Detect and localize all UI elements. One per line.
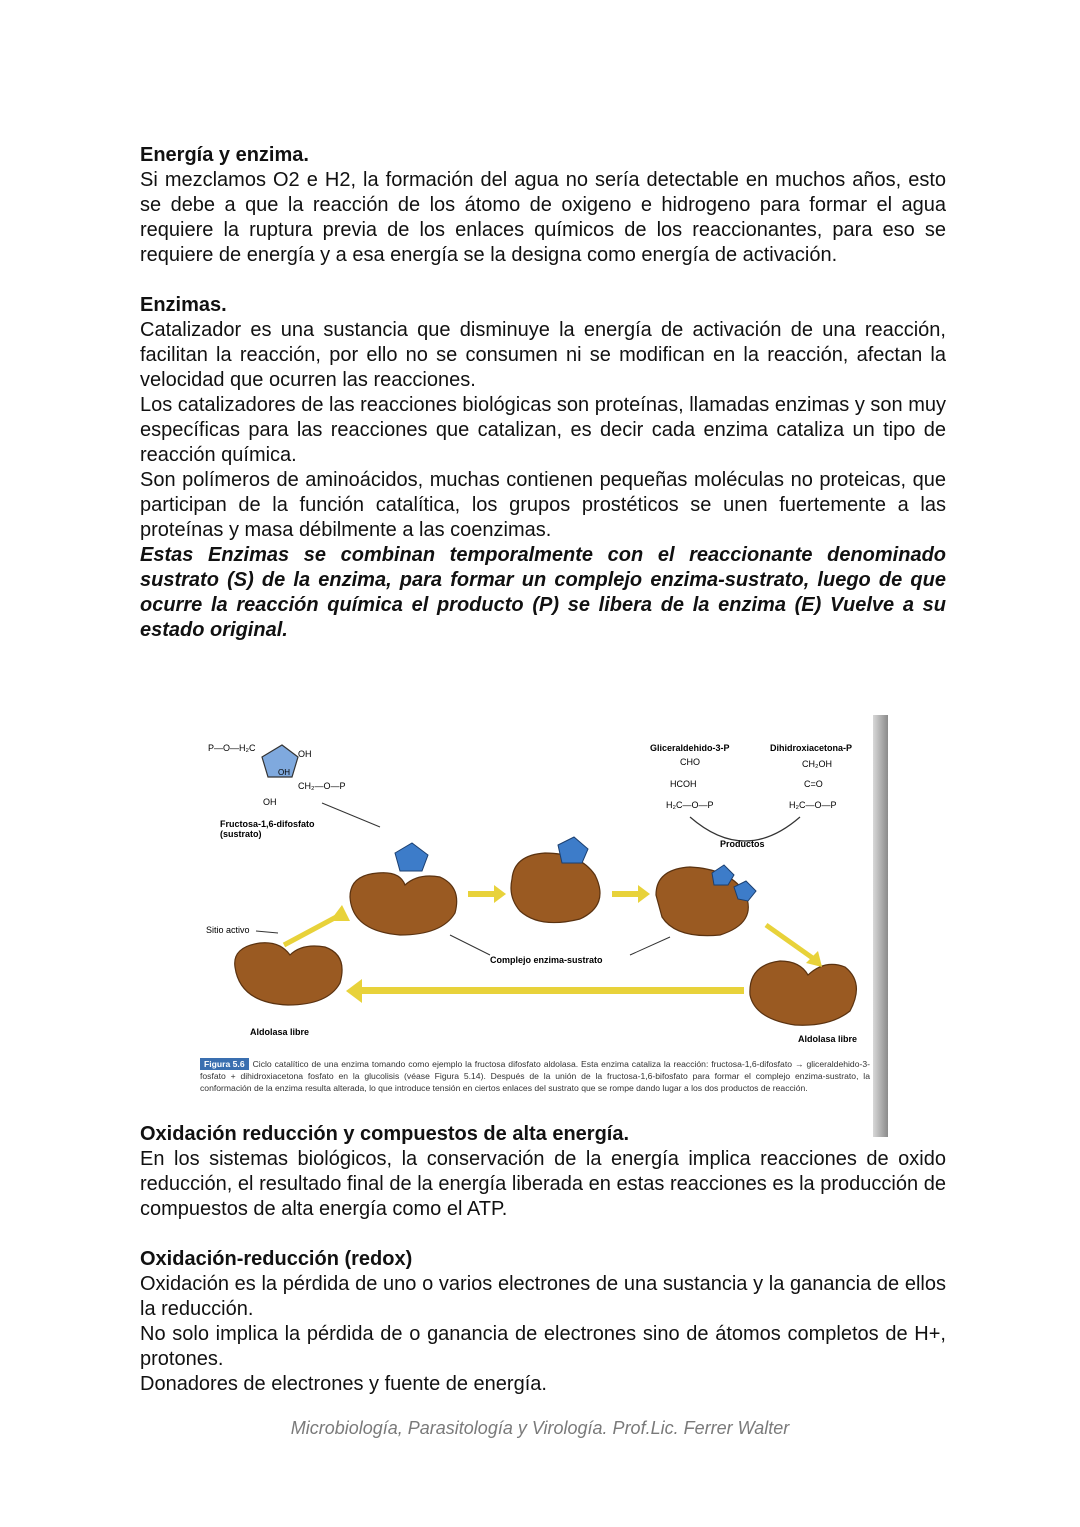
substrate-name: Fructosa-1,6-difosfato bbox=[220, 819, 315, 829]
active-site-label: Sitio activo bbox=[206, 925, 250, 935]
text-block-bottom bbox=[140, 1122, 946, 1397]
paragraph-energia: Si mezclamos O2 e H2, la formación del agua no sería detectable en muchos años, esto se debe a que la reacción de los átomo de oxigeno e hidrogeno para formar el agua requiere la ruptura previa de los enlaces químicos de los reaccionantes, para eso se requiere de energía y a esa energía se la designa como energía de activación. bbox=[140, 169, 946, 266]
arrow-bind-head bbox=[330, 905, 350, 921]
enzyme-free-left bbox=[235, 943, 342, 1005]
free-left-label: Aldolasa libre bbox=[250, 1027, 310, 1037]
arrow-step3-head bbox=[638, 885, 650, 903]
active-site-pointer bbox=[256, 931, 278, 933]
substrate-oh1: OH bbox=[298, 749, 312, 759]
substrate-note: (sustrato) bbox=[220, 829, 262, 839]
arrow-step2 bbox=[468, 891, 494, 897]
enzyme-free-right bbox=[750, 961, 857, 1025]
product1-l1: CHO bbox=[680, 757, 700, 767]
text-block-top bbox=[140, 143, 946, 643]
figure-caption bbox=[200, 1058, 870, 1094]
arrow-return-head bbox=[346, 979, 362, 1003]
products-label: Productos bbox=[720, 839, 765, 849]
complex-pointer-1 bbox=[450, 935, 490, 955]
paragraph-protones: No solo implica la pérdida de o ganancia de electrones sino de átomos completos de H+, protones. bbox=[140, 1323, 946, 1370]
product2-l2: C=O bbox=[804, 779, 823, 789]
substrate-bound-1 bbox=[395, 843, 428, 871]
paragraph-catalizador: Catalizador es una sustancia que disminuye la energía de activación de una reacción, facilitan la reacción, por ello no se consumen ni se modifican en la reacción, afectan la velocidad que ocurren las reacciones. bbox=[140, 319, 946, 391]
arrow-step3 bbox=[612, 891, 638, 897]
substrate-ch2: CH₂—O—P bbox=[298, 781, 346, 791]
heading-enzimas: Enzimas. bbox=[140, 294, 227, 316]
paragraph-sistemas-biologicos: En los sistemas biológicos, la conservación de la energía implica reacciones de oxido reducción, el resultado final de la energía liberada en estas reacciones es la producción de compuestos de alta energía como el ATP. bbox=[140, 1148, 946, 1220]
product2-name: Dihidroxiacetona-P bbox=[770, 743, 853, 753]
complex-pointer-2 bbox=[630, 937, 670, 955]
free-right-label: Aldolasa libre bbox=[798, 1034, 858, 1044]
product2-l1: CH₂OH bbox=[802, 759, 832, 769]
product1-name: Gliceraldehido-3-P bbox=[650, 743, 730, 753]
heading-oxidacion-reduccion: Oxidación reducción y compuestos de alta energía. bbox=[140, 1123, 630, 1145]
heading-redox: Oxidación-reducción (redox) bbox=[140, 1248, 413, 1270]
enzyme-complex-2 bbox=[511, 853, 600, 923]
pointer-line bbox=[322, 803, 380, 827]
enzyme-complex-1 bbox=[350, 873, 457, 935]
figure-scan-edge bbox=[873, 715, 888, 1137]
paragraph-donadores: Donadores de electrones y fuente de energía. bbox=[140, 1373, 547, 1395]
paragraph-oxidacion: Oxidación es la pérdida de uno o varios electrones de una sustancia y la ganancia de ellos la reducción. bbox=[140, 1273, 946, 1320]
product2-l3: H₂C—O—P bbox=[789, 800, 837, 810]
paragraph-catalizadores-biologicos: Los catalizadores de las reacciones biológicas son proteínas, llamadas enzimas y son muy específicas para las reacciones que catalizan, es decir cada enzima cataliza un tipo de reacción química. bbox=[140, 394, 946, 466]
paragraph-complejo-enzima-sustrato: Estas Enzimas se combinan temporalmente con el reaccionante denominado sustrato (S) de la enzima, para formar un complejo enzima-sustrato, luego de que ocurre la reacción química el producto (P) se libera de la enzima (E) Vuelve a su estado original. bbox=[140, 544, 946, 641]
heading-energia-enzima: Energía y enzima. bbox=[140, 144, 309, 166]
paragraph-polimeros: Son polímeros de aminoácidos, muchas contienen pequeñas moléculas no proteicas, que participan de la función catalítica, los grupos prostéticos se unen fuertemente a las proteínas y masa débilmente a las coenzimas. bbox=[140, 469, 946, 541]
page-footer: Microbiología, Parasitología y Virología. Prof.Lic. Ferrer Walter bbox=[290, 1418, 790, 1438]
arrow-release bbox=[766, 925, 814, 959]
product1-l3: H₂C—O—P bbox=[666, 800, 714, 810]
arrow-return bbox=[360, 987, 744, 994]
figure-number: Figura 5.6 bbox=[200, 1058, 249, 1070]
figure-caption-text: Ciclo catalítico de una enzima tomando como ejemplo la fructosa difosfato aldolasa. Esta enzima cataliza la reacción: fructosa-1,6-difosfato → gliceraldehido-3-fosfato + dihidroxiacetona fosfato en la glucolisis (véase Figura 5.14). Después de la unión de la fructosa-1,6-bifosfato para formar el complejo enzima-sustrato, la conformación de la enzima resulta alterada, lo que introduce tensión en ciertos enlaces del sustrato que se rompe dando lugar a los dos productos de reacción. bbox=[200, 1059, 870, 1093]
arrow-step2-head bbox=[494, 885, 506, 903]
substrate-bound-2 bbox=[558, 837, 588, 863]
substrate-oh2: OH bbox=[278, 768, 290, 777]
enzyme-complex-3 bbox=[656, 867, 748, 936]
product1-l2: HCOH bbox=[670, 779, 697, 789]
complex-label: Complejo enzima-sustrato bbox=[490, 955, 603, 965]
substrate-oh3: OH bbox=[263, 797, 277, 807]
products-bracket bbox=[690, 817, 800, 841]
substrate-formula-top: P—O—H₂C bbox=[208, 743, 256, 753]
enzyme-cycle-diagram bbox=[200, 715, 888, 1060]
